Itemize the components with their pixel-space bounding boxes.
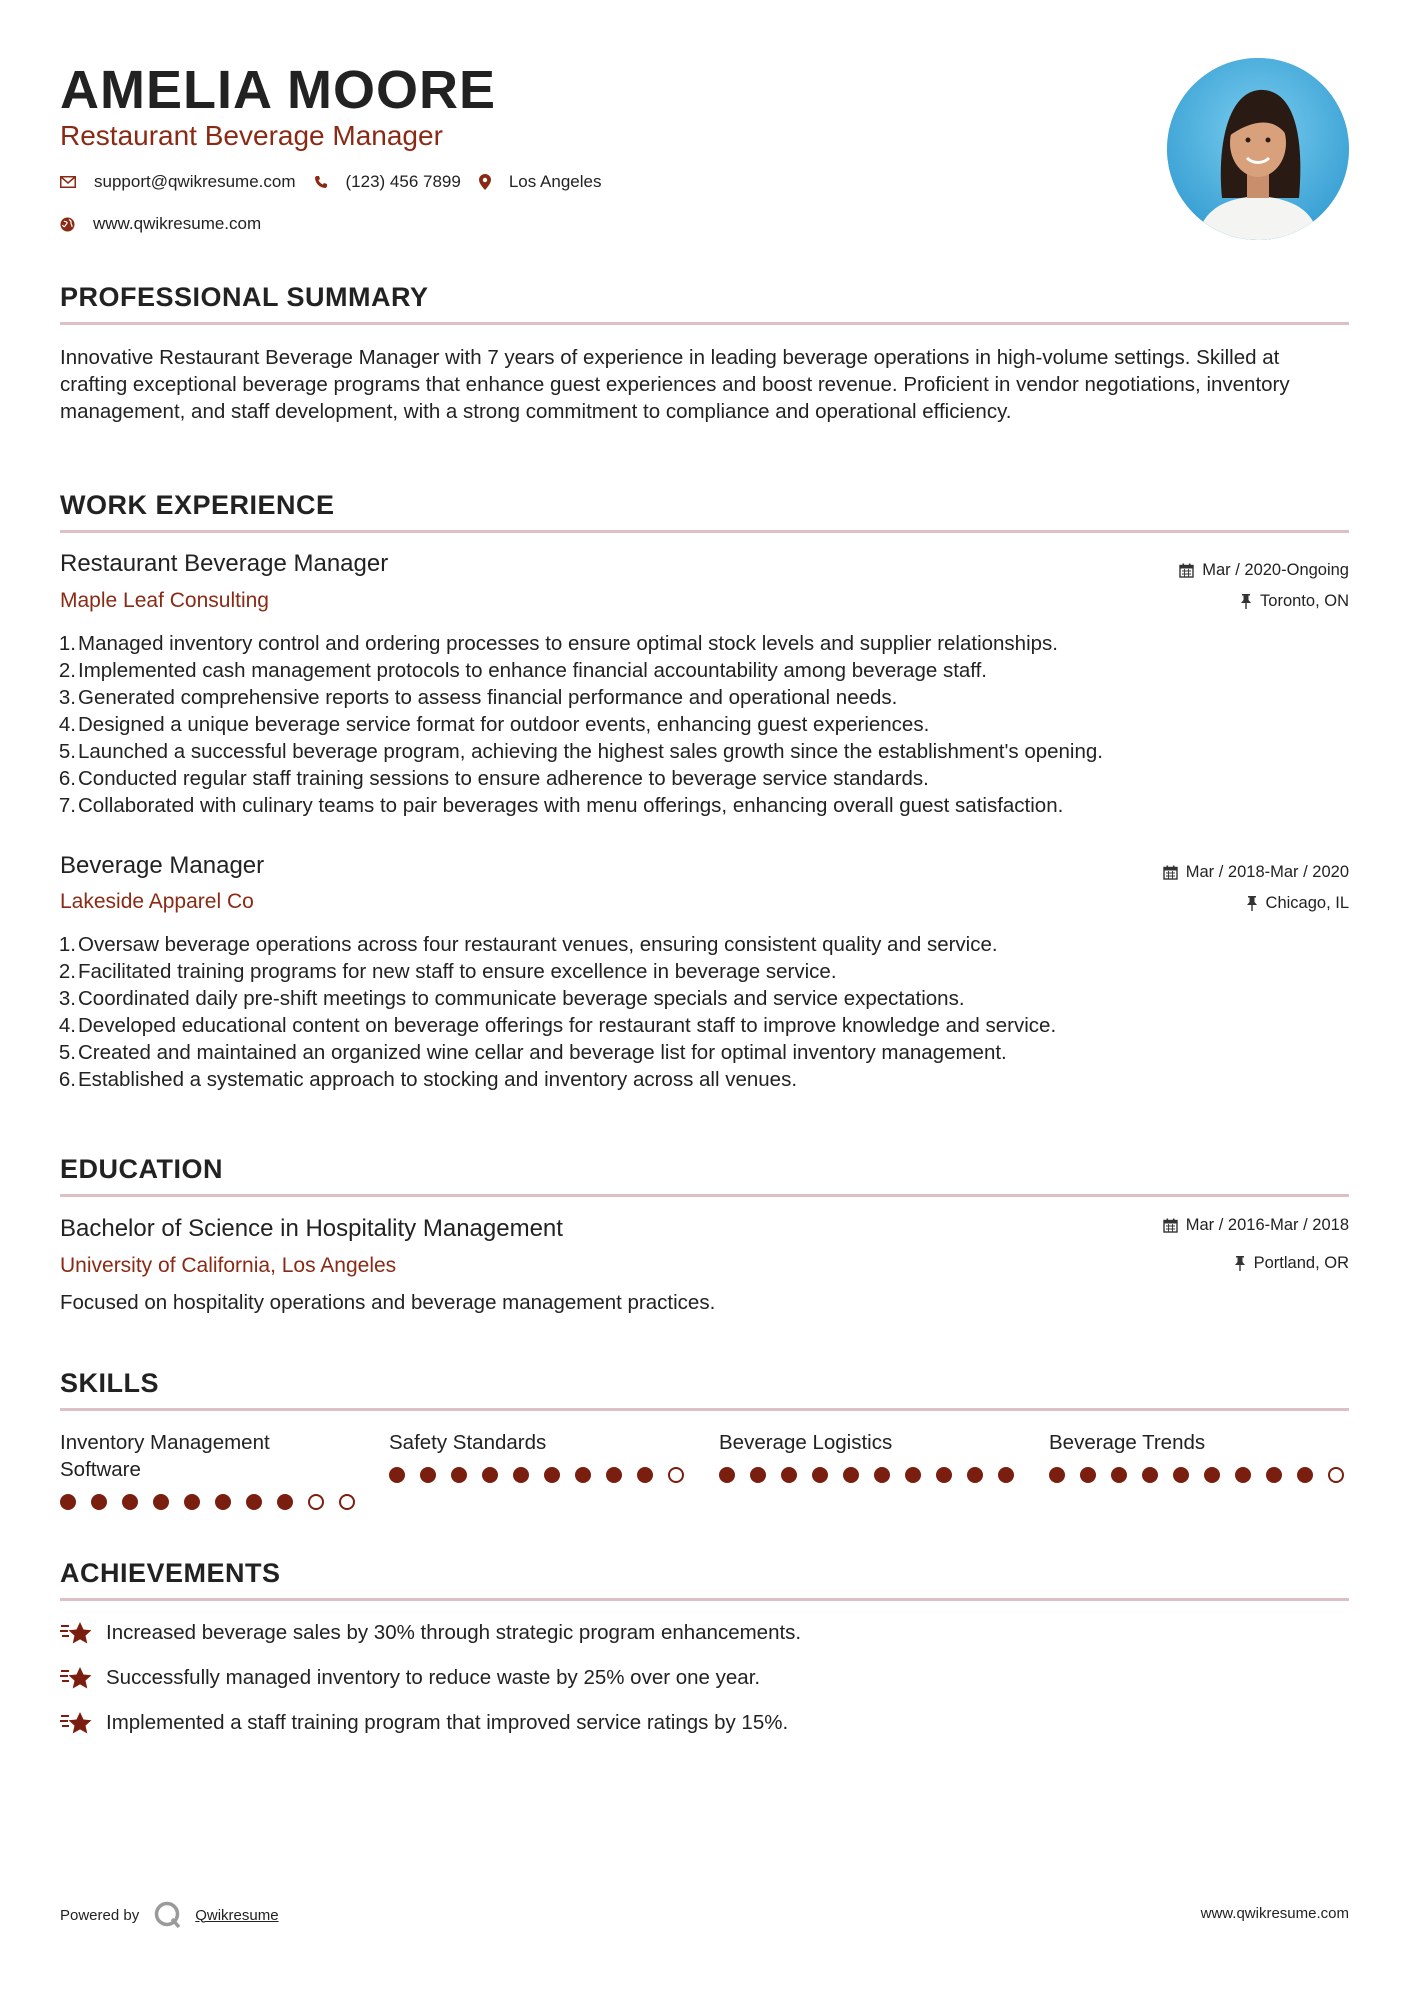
rating-dot-filled: [967, 1467, 983, 1483]
rating-dot-filled: [719, 1467, 735, 1483]
skill-name: Inventory Management Software: [60, 1431, 270, 1481]
achievements-heading: ACHIEVEMENTS: [60, 1558, 281, 1588]
duty-text: Developed educational content on beverage offerings for restaurant staff to improve knowledge and service.: [78, 1014, 1057, 1037]
rating-dot-empty: [308, 1494, 324, 1510]
rating-dot-filled: [1049, 1467, 1065, 1483]
skill-rating: [60, 1494, 370, 1510]
duty-text: Managed inventory control and ordering processes to ensure optimal stock levels and supplier relationships.: [78, 632, 1058, 655]
list-item: 2. Facilitated training programs for new staff to ensure excellence in beverage service.: [58, 960, 837, 983]
rating-dot-filled: [750, 1467, 766, 1483]
rating-dot-filled: [153, 1494, 169, 1510]
rating-dot-filled: [1142, 1467, 1158, 1483]
star-icon: [60, 1665, 94, 1691]
list-item: 3. Generated comprehensive reports to assess financial performance and operational needs.: [58, 686, 898, 709]
rating-dot-filled: [812, 1467, 828, 1483]
list-item: 6. Established a systematic approach to stocking and inventory across all venues.: [58, 1068, 798, 1091]
job-location: [1240, 590, 1349, 612]
list-item: 3. Coordinated daily pre-shift meetings to communicate beverage specials and service expectations.: [58, 987, 965, 1010]
skill-name: Beverage Logistics: [719, 1431, 893, 1454]
skill-rating: [389, 1467, 699, 1483]
skills-heading: SKILLS: [60, 1368, 160, 1398]
job-location-text: Chicago, IL: [1265, 894, 1349, 912]
duty-text: Implemented cash management protocols to enhance financial accountability among beverage staff.: [78, 659, 988, 682]
list-item: 1. Oversaw beverage operations across four restaurant venues, ensuring consistent quality and service.: [58, 933, 998, 956]
duty-text: Facilitated training programs for new staff to ensure excellence in beverage service.: [78, 960, 837, 983]
school-name: University of California, Los Angeles: [60, 1254, 397, 1277]
rating-dot-filled: [1297, 1467, 1313, 1483]
skill-item: [389, 1429, 689, 1456]
list-item: 6. Conducted regular staff training sessions to ensure adherence to beverage service standards.: [58, 767, 929, 790]
envelope-icon: [60, 176, 76, 188]
rating-dot-filled: [1173, 1467, 1189, 1483]
job-title: Beverage Manager: [60, 852, 265, 879]
duty-text: Generated comprehensive reports to assess financial performance and operational needs.: [78, 686, 898, 709]
education-description: Focused on hospitality operations and beverage management practices.: [60, 1291, 716, 1314]
list-item: 5. Launched a successful beverage program, achieving the highest sales growth since the establishment's opening.: [58, 740, 1103, 763]
calendar-icon: [1179, 563, 1194, 578]
duty-text: Collaborated with culinary teams to pair beverages with menu offerings, enhancing overall guest satisfaction.: [78, 794, 1064, 817]
rating-dot-filled: [1266, 1467, 1282, 1483]
globe-icon: [60, 217, 75, 232]
job-company: Lakeside Apparel Co: [60, 890, 254, 913]
rating-dot-filled: [277, 1494, 293, 1510]
candidate-title: Restaurant Beverage Manager: [60, 120, 443, 151]
duty-text: Established a systematic approach to stocking and inventory across all venues.: [78, 1068, 798, 1091]
education-location-text: Portland, OR: [1253, 1254, 1349, 1272]
rating-dot-filled: [606, 1467, 622, 1483]
location-text: Los Angeles: [508, 172, 602, 191]
rating-dot-filled: [451, 1467, 467, 1483]
duty-text: Launched a successful beverage program, achieving the highest sales growth since the establishment's opening.: [78, 740, 1103, 763]
job-dates-text: Mar / 2020-Ongoing: [1202, 561, 1349, 579]
list-item: 4. Developed educational content on beverage offerings for restaurant staff to improve knowledge and service.: [58, 1014, 1057, 1037]
rating-dot-filled: [544, 1467, 560, 1483]
rating-dot-filled: [1111, 1467, 1127, 1483]
rating-dot-filled: [389, 1467, 405, 1483]
map-pin-icon: [479, 174, 491, 190]
footer-powered-by: [60, 1900, 279, 1930]
contact-location: [479, 172, 602, 192]
achievement-text: Implemented a staff training program that improved service ratings by 15%.: [106, 1711, 789, 1734]
job-location: [1246, 892, 1349, 914]
candidate-name: AMELIA MOORE: [60, 60, 496, 120]
duty-text: Created and maintained an organized wine cellar and beverage list for optimal inventory management.: [78, 1041, 1007, 1064]
contact-row-secondary: [60, 214, 279, 234]
skill-item: [60, 1429, 360, 1483]
qwikresume-logo-icon: [153, 1900, 185, 1930]
job-duties-list: [58, 931, 1348, 1093]
job-location-text: Toronto, ON: [1260, 592, 1349, 610]
summary-heading: PROFESSIONAL SUMMARY: [60, 282, 429, 312]
degree-title: Bachelor of Science in Hospitality Management: [60, 1215, 563, 1242]
phone-icon: [314, 175, 328, 189]
rating-dot-filled: [1204, 1467, 1220, 1483]
pushpin-icon: [1240, 593, 1252, 609]
rating-dot-filled: [215, 1494, 231, 1510]
contact-row-primary: [60, 172, 619, 192]
profile-photo: [1167, 58, 1349, 240]
job-dates-text: Mar / 2018-Mar / 2020: [1185, 863, 1349, 881]
skill-name: Beverage Trends: [1049, 1431, 1206, 1454]
section-divider: [60, 530, 1349, 533]
skill-item: [719, 1429, 1019, 1456]
experience-heading: WORK EXPERIENCE: [60, 490, 335, 520]
website-text: www.qwikresume.com: [93, 214, 262, 233]
job-company: Maple Leaf Consulting: [60, 589, 269, 612]
duty-text: Conducted regular staff training sessions to ensure adherence to beverage service standards.: [78, 767, 929, 790]
duty-text: Oversaw beverage operations across four restaurant venues, ensuring consistent quality and service.: [78, 933, 998, 956]
section-divider: [60, 1598, 1349, 1601]
job-dates: [1179, 559, 1349, 581]
calendar-icon: [1163, 865, 1178, 880]
rating-dot-filled: [905, 1467, 921, 1483]
achievement-text: Successfully managed inventory to reduce waste by 25% over one year.: [106, 1666, 761, 1689]
rating-dot-filled: [781, 1467, 797, 1483]
rating-dot-filled: [60, 1494, 76, 1510]
job-duties-list: [58, 630, 1348, 819]
list-item: 7. Collaborated with culinary teams to pair beverages with menu offerings, enhancing overall guest satisfaction.: [58, 794, 1064, 817]
rating-dot-filled: [482, 1467, 498, 1483]
skill-item: [1049, 1429, 1349, 1456]
section-divider: [60, 1408, 1349, 1411]
contact-phone[interactable]: [314, 172, 461, 192]
education-location: [1234, 1252, 1349, 1274]
duty-text: Coordinated daily pre-shift meetings to communicate beverage specials and service expectations.: [78, 987, 965, 1010]
list-item: 1. Managed inventory control and ordering processes to ensure optimal stock levels and supplier relationships.: [58, 632, 1058, 655]
summary-text: Innovative Restaurant Beverage Manager with 7 years of experience in leading beverage operations in high-volume settings. Skilled at crafting exceptional beverage programs that enhance guest experiences and boost revenue. Proficient in vendor negotiations, inventory management, and staff development, with a strong commitment to compliance and operational efficiency.: [60, 346, 1290, 423]
rating-dot-filled: [91, 1494, 107, 1510]
rating-dot-empty: [339, 1494, 355, 1510]
rating-dot-filled: [246, 1494, 262, 1510]
education-dates: [1163, 1214, 1349, 1236]
achievement-item: [60, 1620, 801, 1646]
education-dates-text: Mar / 2016-Mar / 2018: [1185, 1216, 1349, 1234]
rating-dot-empty: [1328, 1467, 1344, 1483]
contact-website[interactable]: [60, 214, 261, 234]
skill-rating: [719, 1467, 1029, 1483]
pushpin-icon: [1246, 895, 1258, 911]
contact-email[interactable]: [60, 172, 296, 192]
rating-dot-filled: [998, 1467, 1014, 1483]
rating-dot-filled: [513, 1467, 529, 1483]
star-icon: [60, 1620, 94, 1646]
achievement-item: [60, 1710, 788, 1736]
powered-by-text: Powered by: [60, 1906, 140, 1924]
rating-dot-filled: [1235, 1467, 1251, 1483]
brand-link[interactable]: Qwikresume: [195, 1906, 279, 1924]
skill-rating: [1049, 1467, 1359, 1483]
job-title: Restaurant Beverage Manager: [60, 550, 389, 577]
rating-dot-filled: [420, 1467, 436, 1483]
achievement-item: [60, 1665, 760, 1691]
rating-dot-filled: [936, 1467, 952, 1483]
education-heading: EDUCATION: [60, 1154, 223, 1184]
list-item: 4. Designed a unique beverage service format for outdoor events, enhancing guest experiences.: [58, 713, 930, 736]
skill-name: Safety Standards: [389, 1431, 547, 1454]
achievement-text: Increased beverage sales by 30% through strategic program enhancements.: [106, 1621, 802, 1644]
rating-dot-filled: [184, 1494, 200, 1510]
email-text: support@qwikresume.com: [94, 172, 296, 191]
pushpin-icon: [1234, 1255, 1246, 1271]
rating-dot-filled: [1080, 1467, 1096, 1483]
rating-dot-filled: [575, 1467, 591, 1483]
rating-dot-filled: [874, 1467, 890, 1483]
rating-dot-filled: [843, 1467, 859, 1483]
phone-text: (123) 456 7899: [345, 172, 461, 191]
section-divider: [60, 1194, 1349, 1197]
section-divider: [60, 322, 1349, 325]
footer-website[interactable]: www.qwikresume.com: [1200, 1905, 1349, 1922]
calendar-icon: [1163, 1218, 1178, 1233]
list-item: 5. Created and maintained an organized wine cellar and beverage list for optimal inventory management.: [58, 1041, 1007, 1064]
duty-text: Designed a unique beverage service format for outdoor events, enhancing guest experiences.: [78, 713, 930, 736]
rating-dot-filled: [637, 1467, 653, 1483]
rating-dot-filled: [122, 1494, 138, 1510]
rating-dot-empty: [668, 1467, 684, 1483]
job-dates: [1163, 861, 1349, 883]
list-item: 2. Implemented cash management protocols to enhance financial accountability among beverage staff.: [58, 659, 988, 682]
star-icon: [60, 1710, 94, 1736]
